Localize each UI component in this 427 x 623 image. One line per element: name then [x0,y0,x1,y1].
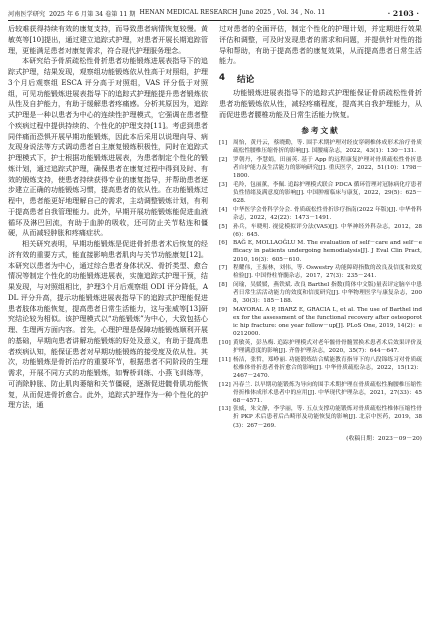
body-paragraph: 过对患者的全面评估，制定个性化的护理计划，并定期进行效果评估和调整，可及时发现患者的需求和问题，并提供针对性的指导和帮助，有助于提高患者的康复效果，从而提高患者日常生活能力。 [219,24,422,66]
section-title: 结论 [236,75,255,85]
reference-text: BAĞ E, MOLLAOĞLU M. The evaluation of self－care and self－efficacy in patients undergoing hemodialysis[J]. J Eval Clin Pract, 2010, 16(3)：605－610. [233,240,422,263]
header-journal-en: HENAN MEDICAL RESEARCH June 2025 , Vol. 34 , No. 11 [139,9,326,16]
body-paragraph: 本研究给予骨质疏松性骨折患者功能锻炼进展表指导下的追踪式护理，结果发现，观察组功能锻炼依从性高于对照组，护理3个月后观察组 ESCA 评分高于对照组，VAS 评分低于对照组，可见功能锻炼进展表指导下的追踪式护理能提升患者锻炼依从性及自护能力，有助于缓解患者疼痛感。分析其原因为，追踪式护理是一种以患者为中心的连续性护理模式，它强调在患者整个疾病过程中提供持续的、个性化的护理支持[11]。考虑到患者同伴痛而恐惧开展早期功能锻炼，因此本后采用以说理向导、病友现身说法等方式调动患者自主康复锻炼积极性，同时在追踪式护理模式下，护士根据功能锻炼进展表，为患者制定个性化的锻炼计划，通过追踪式护理，确保患者在康复过程中得到及时、有效的锻炼支持，使患者持续获得专业的康复指导，并帮助患者逐步建立正确的功能锻炼习惯，提高患者的依从性。在功能锻炼过程中，患者能更好地理解自己的需求，主动调整锻炼计划，有利于提高患者自我管理能力。此外，早期开展功能锻炼能促进血液循环及淋巴回流，有助于血肿的吸收，还可防止关节粘连和僵硬，从而减轻肿胀和疼痛症状。 [8,56,208,238]
reference-number: [12] [219,381,231,388]
header-rule [8,20,419,21]
reference-number: [10] [219,339,231,346]
reference-number: [7] [219,265,228,272]
reference-list [219,139,422,429]
header-journal-cn: 河南医学研究 [8,11,46,18]
conclusion-paragraph: 功能锻炼进展表指导下的追踪式护理能保证骨质疏松性骨折患者功能锻炼依从性，减轻疼痛程度，提高其自我护理能力，从而促进患者腰椎功能及日常生活能力恢复。 [219,88,422,119]
reference-text: 中华医学会骨科学分会. 骨质疏松性骨折诊疗指南(2022 年版)[J]. 中华骨科杂志，2022，42(22)：1473－1491. [233,206,422,221]
reference-number: [5] [219,223,228,230]
reference-item [219,223,422,239]
reference-item [219,281,422,305]
reference-text: 罗朝丹，李慧娟，田丽英. 基于 App 的远程康复护理对骨质疏松性骨折患者自护能力及生活能力的影响研究[J]. 重庆医学，2022，51(10)：1798－1800. [233,157,422,180]
reference-item [219,339,422,355]
reference-item [219,405,422,429]
reference-number: [1] [219,140,228,147]
reference-item [219,381,422,405]
header-left [8,9,325,18]
header-issue-cn: 2025 年 6 月第 34 卷第 11 期 [49,11,136,18]
reference-number: [4] [219,206,228,213]
body-paragraph: 后较难获得持续有效的康复支持，而导致患者病情恢复较慢。黄敏英等[10]提出，通过建立追踪式护理，对患者开展长期追踪管理，更能满足患者对康复需求，符合现代护理服务理念。 [8,24,208,55]
reference-text: 张威，朱文静，李学丽，等. 五点支撑功能锻炼对骨质疏松性椎体压缩性骨折 PKP 术后患者后凸畸形及功能恢复的影响[J]. 北京中医药，2019，38(3)：267－269. [233,406,422,429]
reference-item [219,139,422,155]
reference-number: [3] [219,181,228,188]
reference-number: [2] [219,157,228,164]
reference-item [219,356,422,380]
right-column [219,24,422,620]
received-date: (收稿日期：2023－09－20) [346,435,422,442]
reference-number: [13] [219,406,231,413]
reference-text: 杨洁，张哲，郑峥丽. 功能锻炼结合赋能教育指导下的八段锦练习对骨质疏松椎体骨折患者骨折愈合的影响[J]. 中华骨质疏松杂志，2022，15(12)：2467－2470. [233,356,422,379]
reference-text: 闵瑜，吴媛媛，燕铁斌. 改良 Barthel 指数(简体中文版)量表评定脑卒中患者日常生活活动能力的效度和信度研究[J]. 中华物理医学与康复杂志，2008，30(3)：185－188. [233,282,422,305]
page-number: · 2103 · [387,9,419,18]
reference-text: 冯春兰. 以早期功能锻炼为导向的围手术期护理在骨质疏松性胸腰椎压缩性骨折椎体成形术患者中的应用[J]. 中华现代护理杂志，2021，27(33)：4568－4571. [233,381,422,404]
left-column [8,24,208,620]
reference-number: [6] [219,240,228,247]
references-heading: 参考文献 [301,126,340,136]
reference-text: 毛羚，包丽薰，李佩. 追踪护理模式联合 PDCA 循环管理对冠脉病化疗患者负性情绪及满意度的影响[J]. 中国肿瘤临床与康复，2022，29(5)：625－628. [233,181,422,205]
body-paragraph: 相关研究表明，早期功能锻炼是促进骨折患者术后恢复的经济有效的重要方式，能直接影响患者肌肉与关节功能康复[12]。本研究以患者为中心，通过综合患者身体状况、骨折类型、愈合情况等制定个性化的功能锻炼进展表，实施追踪式护理干预，结果发现，与对照组相比，护理3个月后观察组 ODI 评分降低，ADL 评分升高，提示功能锻炼进展表指导下的追踪式护理能促进患者肢体功能恢复，提高患者日常生活能力，这与张威等[13]研究结论较为相似。该护理模式以“功能锻炼”为中心，大致包括心理、生理两方面内容。首先，心理护理是保障功能锻炼顺利开展的基础，早期向患者讲解功能锻炼的好处及意义，有助于提高患者疾病认知，能保证患者对早期功能锻炼的接受度及依从性。其次，功能锻炼是骨折治疗的重要环节，根据患者不同阶段的生理需求，开展不同方式的功能锻炼，如臀桥训练、小燕飞训练等，可消除肿胀、防止肌肉萎缩和关节僵硬，逐渐促进髋骨肌功能恢复，从而促进骨折愈合。此外，追踪式护理作为一种个性化的护理方法，通 [8,239,208,410]
reference-text: MAYORAL A P, IBARZ E, GRACIA L, et al. The use of Barthel index for the assessment of the functional recovery after osteoporotic hip fracture: one year follow－up[J]. PLoS One, 2019, 14(2)：e0212000. [233,306,422,338]
reference-text: 孙兵，车晓明. 视觉模拟评分法(VAS)[J]. 中华神经外科杂志，2012，28(6)：645. [233,223,422,238]
reference-item [219,264,422,280]
reference-item [219,156,422,180]
reference-number: [8] [219,282,228,288]
reference-text: 黄敏英，彭丛梅. 追踪护理模式对老年髋骨骨髓置换术患者术后效果评价及护理满意度的影响[J]. 齐鲁护理杂志，2020，35(7)：644－647. [233,339,422,354]
reference-text: 周怡，黄丹云，蔡晓勤，等. 围手术期护理对经皮穿刺椎体成形术治疗骨质疏松性腰椎压缩骨折的影响[J]. 国腰痛杂志，2022，43(1)：130－131. [233,140,422,155]
section-number: 4 [219,73,225,83]
running-header [8,6,419,18]
reference-item [219,181,422,205]
reference-number: [11] [219,356,231,363]
reference-number: [9] [219,306,228,313]
reference-item [219,206,422,222]
reference-text: 程耀伟，王振林，刘伟，等. Oswestry 功能障碍指数的改良及信度和效度检验[J]. 中国脊柱脊髓杂志，2017，27(3)：235－241. [233,265,422,280]
conclusion-heading [219,73,422,85]
reference-item [219,239,422,263]
reference-item [219,306,422,338]
